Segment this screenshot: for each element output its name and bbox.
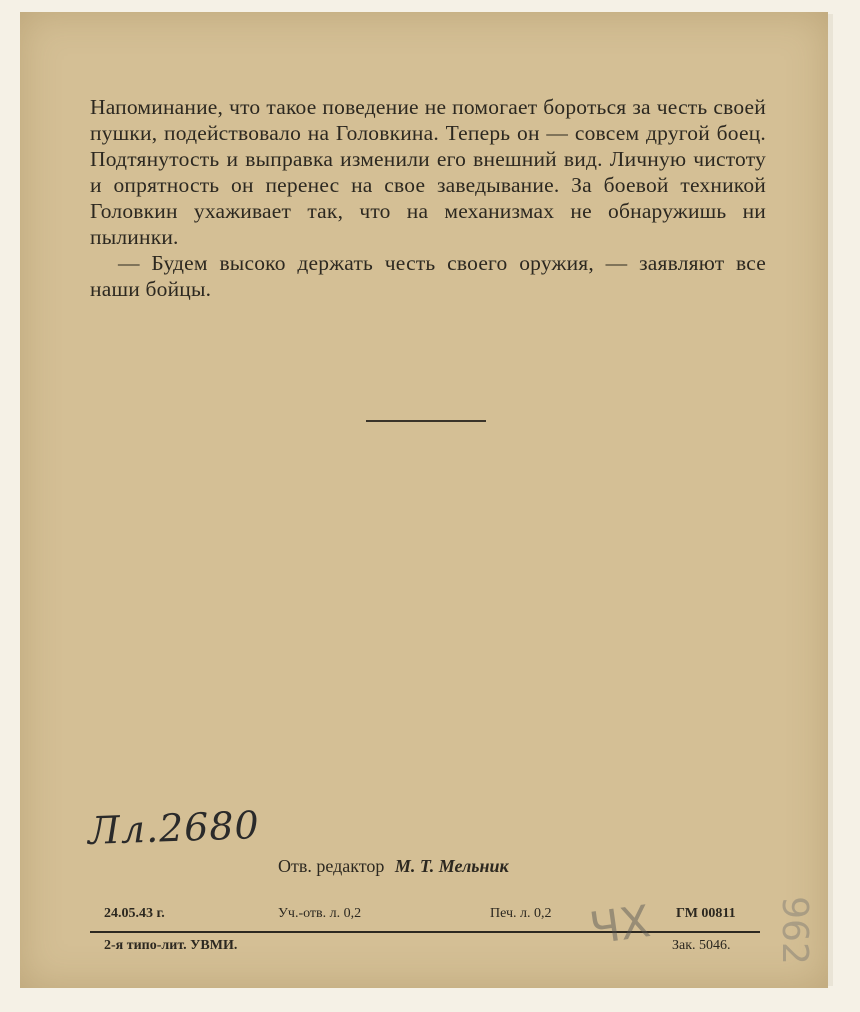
imprint-rule bbox=[90, 931, 760, 933]
imprint-uch-otv: Уч.-отв. л. 0,2 bbox=[278, 906, 362, 921]
imprint-row-bottom bbox=[0, 938, 860, 958]
editor-label: Отв. редактор bbox=[278, 856, 385, 876]
imprint-gm: ГМ 00811 bbox=[676, 906, 736, 921]
pencil-mark: ЧХ bbox=[586, 896, 654, 955]
imprint-pech: Печ. л. 0,2 bbox=[490, 906, 552, 921]
imprint-date: 24.05.43 г. bbox=[104, 906, 165, 921]
body-text bbox=[90, 94, 766, 302]
imprint-printer: 2-я типо-лит. УВМИ. bbox=[104, 938, 238, 953]
imprint-row-top bbox=[0, 906, 860, 926]
pencil-mark-number: 962 bbox=[773, 896, 815, 965]
section-divider bbox=[366, 420, 486, 422]
archive-sheet-mark: Лл.2680 bbox=[87, 803, 261, 853]
imprint-order: Зак. 5046. bbox=[672, 938, 731, 953]
editor-name: М. Т. Мельник bbox=[394, 856, 509, 876]
paragraph-1: Напоминание, что такое поведение не помогает бороться за честь своей пушки, подействовало на Головкина. Теперь он — совсем другой боец. Подтянутость и выправка изменили его внешний вид. Личную чистоту и опрятность он перенес на свое заведывание. За боевой техникой Головкин ухаживает так, что на механизмах не обнаружишь ни пылинки. bbox=[90, 95, 766, 249]
editor-credit bbox=[278, 856, 509, 877]
paragraph-2: — Будем высоко держать честь своего оружия, — заявляют все наши бойцы. bbox=[90, 251, 766, 301]
